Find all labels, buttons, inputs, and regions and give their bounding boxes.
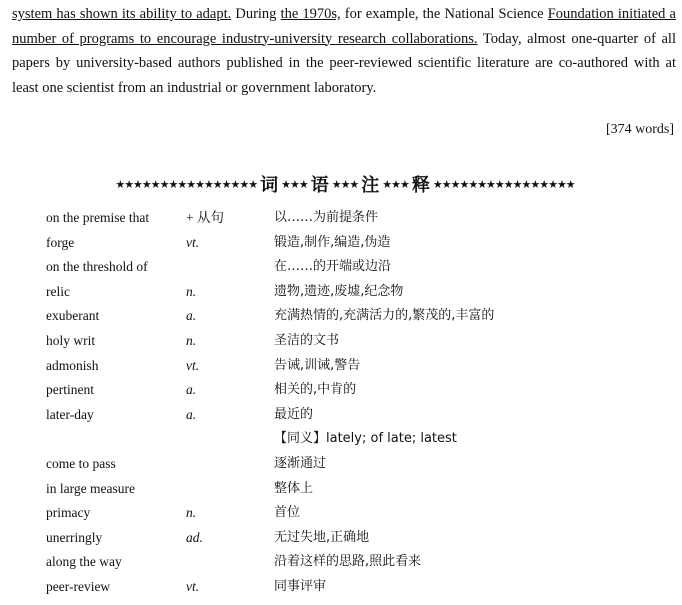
star-divider-left: ★★★★★★★★★★★★★★★★ [115, 177, 258, 191]
glossary-term: later-day [46, 406, 94, 422]
passage-text-2: for example, the National Science [340, 6, 548, 22]
star-divider: ★★★ [331, 177, 359, 191]
glossary-synonym: 【同义】lately; of late; latest [274, 431, 457, 447]
glossary-term: along the way [46, 554, 122, 570]
glossary-pos: a. [186, 308, 197, 324]
header-char-2: 语 [310, 175, 329, 196]
glossary-definition: 逐渐通过 [274, 455, 327, 471]
glossary-term: relic [46, 283, 70, 299]
underlined-phrase-1: system has shown its ability to adapt. [12, 6, 232, 22]
glossary-definition: 充满热情的,充满活力的,繁茂的,丰富的 [274, 308, 495, 324]
glossary-pos: n. [186, 283, 197, 299]
passage-text-3: Today, almost one-quarter of all papers by university-based authors published in the peer-reviewed scientific literature are co-authored with at least one scientist from an industrial or government laboratory. [12, 30, 676, 96]
glossary-definition: 相关的,中肯的 [274, 382, 357, 398]
glossary-term: on the premise that [46, 210, 150, 225]
glossary-pos: vt. [186, 578, 200, 594]
glossary-definition: 在……的开端或边沿 [274, 259, 392, 275]
star-divider-right: ★★★★★★★★★★★★★★★★ [432, 177, 575, 191]
glossary-definition: 遗物,遗迹,废墟,纪念物 [274, 283, 404, 299]
glossary-term: exuberant [46, 308, 100, 324]
glossary-header [14, 168, 676, 200]
star-divider: ★★★ [281, 177, 308, 191]
glossary-pos: ad. [186, 529, 203, 545]
glossary-definition: 告诫,训诫,警告 [274, 357, 361, 373]
glossary-definition: 锻造,制作,编造,伪造 [274, 234, 391, 250]
glossary-definition: 同事评审 [274, 578, 327, 594]
glossary-pos: vt. [186, 357, 200, 373]
glossary-term: admonish [46, 357, 99, 373]
glossary-term: on the threshold of [46, 259, 148, 275]
glossary-term: peer-review [46, 578, 111, 594]
glossary-pos: n. [186, 505, 197, 521]
passage-text-1: During [231, 6, 281, 22]
glossary-term: unerringly [46, 529, 103, 545]
glossary-term: primacy [46, 505, 91, 521]
glossary-term: holy writ [46, 332, 96, 348]
glossary-definition: 以……为前提条件 [274, 210, 379, 225]
glossary-definition: 无过失地,正确地 [274, 529, 370, 545]
header-char-1: 词 [260, 175, 279, 196]
glossary-definition: 最近的 [274, 406, 314, 422]
glossary-pos: vt. [186, 234, 200, 250]
glossary-definition: 圣洁的文书 [274, 332, 340, 348]
header-char-4: 释 [411, 175, 430, 196]
underlined-phrase-2: the 1970s, [280, 6, 341, 22]
glossary-term: come to pass [46, 455, 116, 471]
glossary-pos: a. [186, 382, 197, 398]
glossary-pos: a. [186, 406, 197, 422]
word-count: [374 words] [605, 122, 674, 137]
glossary-pos: n. [186, 332, 197, 348]
glossary-term: pertinent [46, 382, 94, 398]
star-divider: ★★★ [382, 177, 409, 191]
header-char-3: 注 [361, 175, 380, 196]
glossary-pos: + 从句 [186, 210, 224, 225]
glossary-definition: 首位 [274, 505, 301, 521]
glossary-term: forge [46, 234, 75, 250]
glossary-term: in large measure [46, 480, 135, 496]
underlined-phrase-3: Foundation initiated a number of programs to encourage industry-university research collaborations. [12, 6, 676, 47]
passage-paragraph [12, 2, 676, 100]
glossary-definition: 沿着这样的思路,照此看来 [274, 554, 422, 570]
glossary-definition: 整体上 [274, 480, 314, 496]
